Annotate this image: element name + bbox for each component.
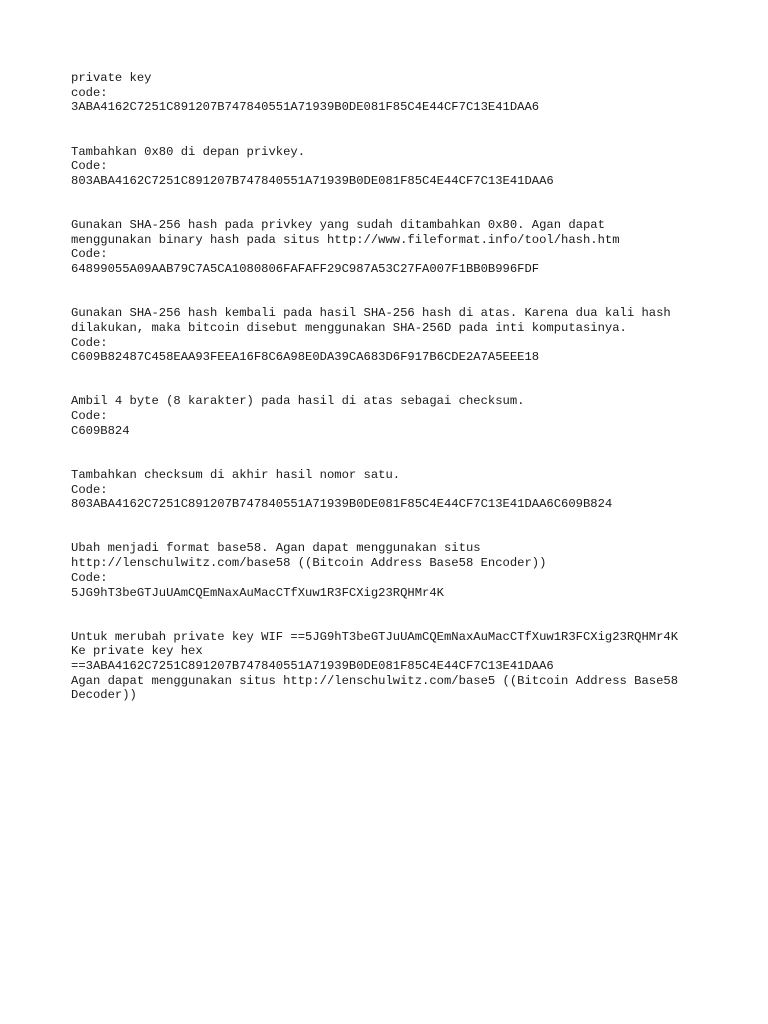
section-heading: Ambil 4 byte (8 karakter) pada hasil di atas sebagai checksum.	[71, 394, 525, 409]
code-label: Code:	[71, 409, 108, 424]
section-description: Ke private key hex	[71, 644, 203, 659]
section-sha256-first	[71, 218, 761, 277]
code-value: C609B824	[71, 423, 130, 438]
section-description: Untuk merubah private key WIF ==5JG9hT3beGTJuUAmCQEmNaxAuMacCTfXuw1R3FCXig23RQHMr4K	[71, 629, 679, 644]
code-value: 64899055A09AAB79C7A5CA1080806FAFAFF29C987A53C27FA007F1BB0B996FDF	[71, 262, 540, 277]
code-label: Code:	[71, 335, 108, 350]
section-checksum	[71, 394, 761, 438]
document-page	[71, 71, 761, 703]
code-value: 5JG9hT3beGTJuUAmCQEmNaxAuMacCTfXuw1R3FCXig23RQHMr4K	[71, 585, 444, 600]
section-heading: Tambahkan 0x80 di depan privkey.	[71, 144, 306, 159]
section-description: Agan dapat menggunakan situs http://lenschulwitz.com/base5 ((Bitcoin Address Base58	[71, 673, 679, 688]
section-description: Gunakan SHA-256 hash pada privkey yang sudah ditambahkan 0x80. Agan dapat	[71, 218, 605, 232]
section-wif-to-hex	[71, 630, 761, 704]
code-label: Code:	[71, 159, 108, 174]
section-description: dilakukan, maka bitcoin disebut menggunakan SHA-256D pada inti komputasinya.	[71, 320, 627, 335]
section-description: menggunakan binary hash pada situs http://www.fileformat.info/tool/hash.htm	[71, 232, 620, 247]
section-description: Ubah menjadi format base58. Agan dapat menggunakan situs	[71, 541, 481, 556]
section-add-prefix	[71, 145, 761, 189]
code-value: 3ABA4162C7251C891207B747840551A71939B0DE081F85C4E44CF7C13E41DAA6	[71, 100, 540, 115]
code-label: code:	[71, 85, 108, 100]
section-heading: Tambahkan checksum di akhir hasil nomor satu.	[71, 467, 401, 482]
section-description: Decoder))	[71, 688, 137, 703]
section-sha256-second	[71, 306, 761, 365]
code-value: C609B82487C458EAA93FEEA16F8C6A98E0DA39CA683D6F917B6CDE2A7A5EEE18	[71, 350, 540, 365]
section-heading: private key	[71, 71, 152, 85]
code-value: 803ABA4162C7251C891207B747840551A71939B0DE081F85C4E44CF7C13E41DAA6	[71, 173, 554, 188]
section-private-key	[71, 71, 761, 115]
code-label: Code:	[71, 247, 108, 262]
section-description: Gunakan SHA-256 hash kembali pada hasil SHA-256 hash di atas. Karena dua kali hash	[71, 306, 671, 321]
section-append-checksum	[71, 468, 761, 512]
code-label: Code:	[71, 570, 108, 585]
code-value: 803ABA4162C7251C891207B747840551A71939B0DE081F85C4E44CF7C13E41DAA6C609B824	[71, 497, 613, 512]
section-description: http://lenschulwitz.com/base58 ((Bitcoin Address Base58 Encoder))	[71, 556, 547, 571]
code-label: Code:	[71, 482, 108, 497]
section-base58	[71, 541, 761, 600]
code-value: ==3ABA4162C7251C891207B747840551A71939B0DE081F85C4E44CF7C13E41DAA6	[71, 659, 554, 674]
